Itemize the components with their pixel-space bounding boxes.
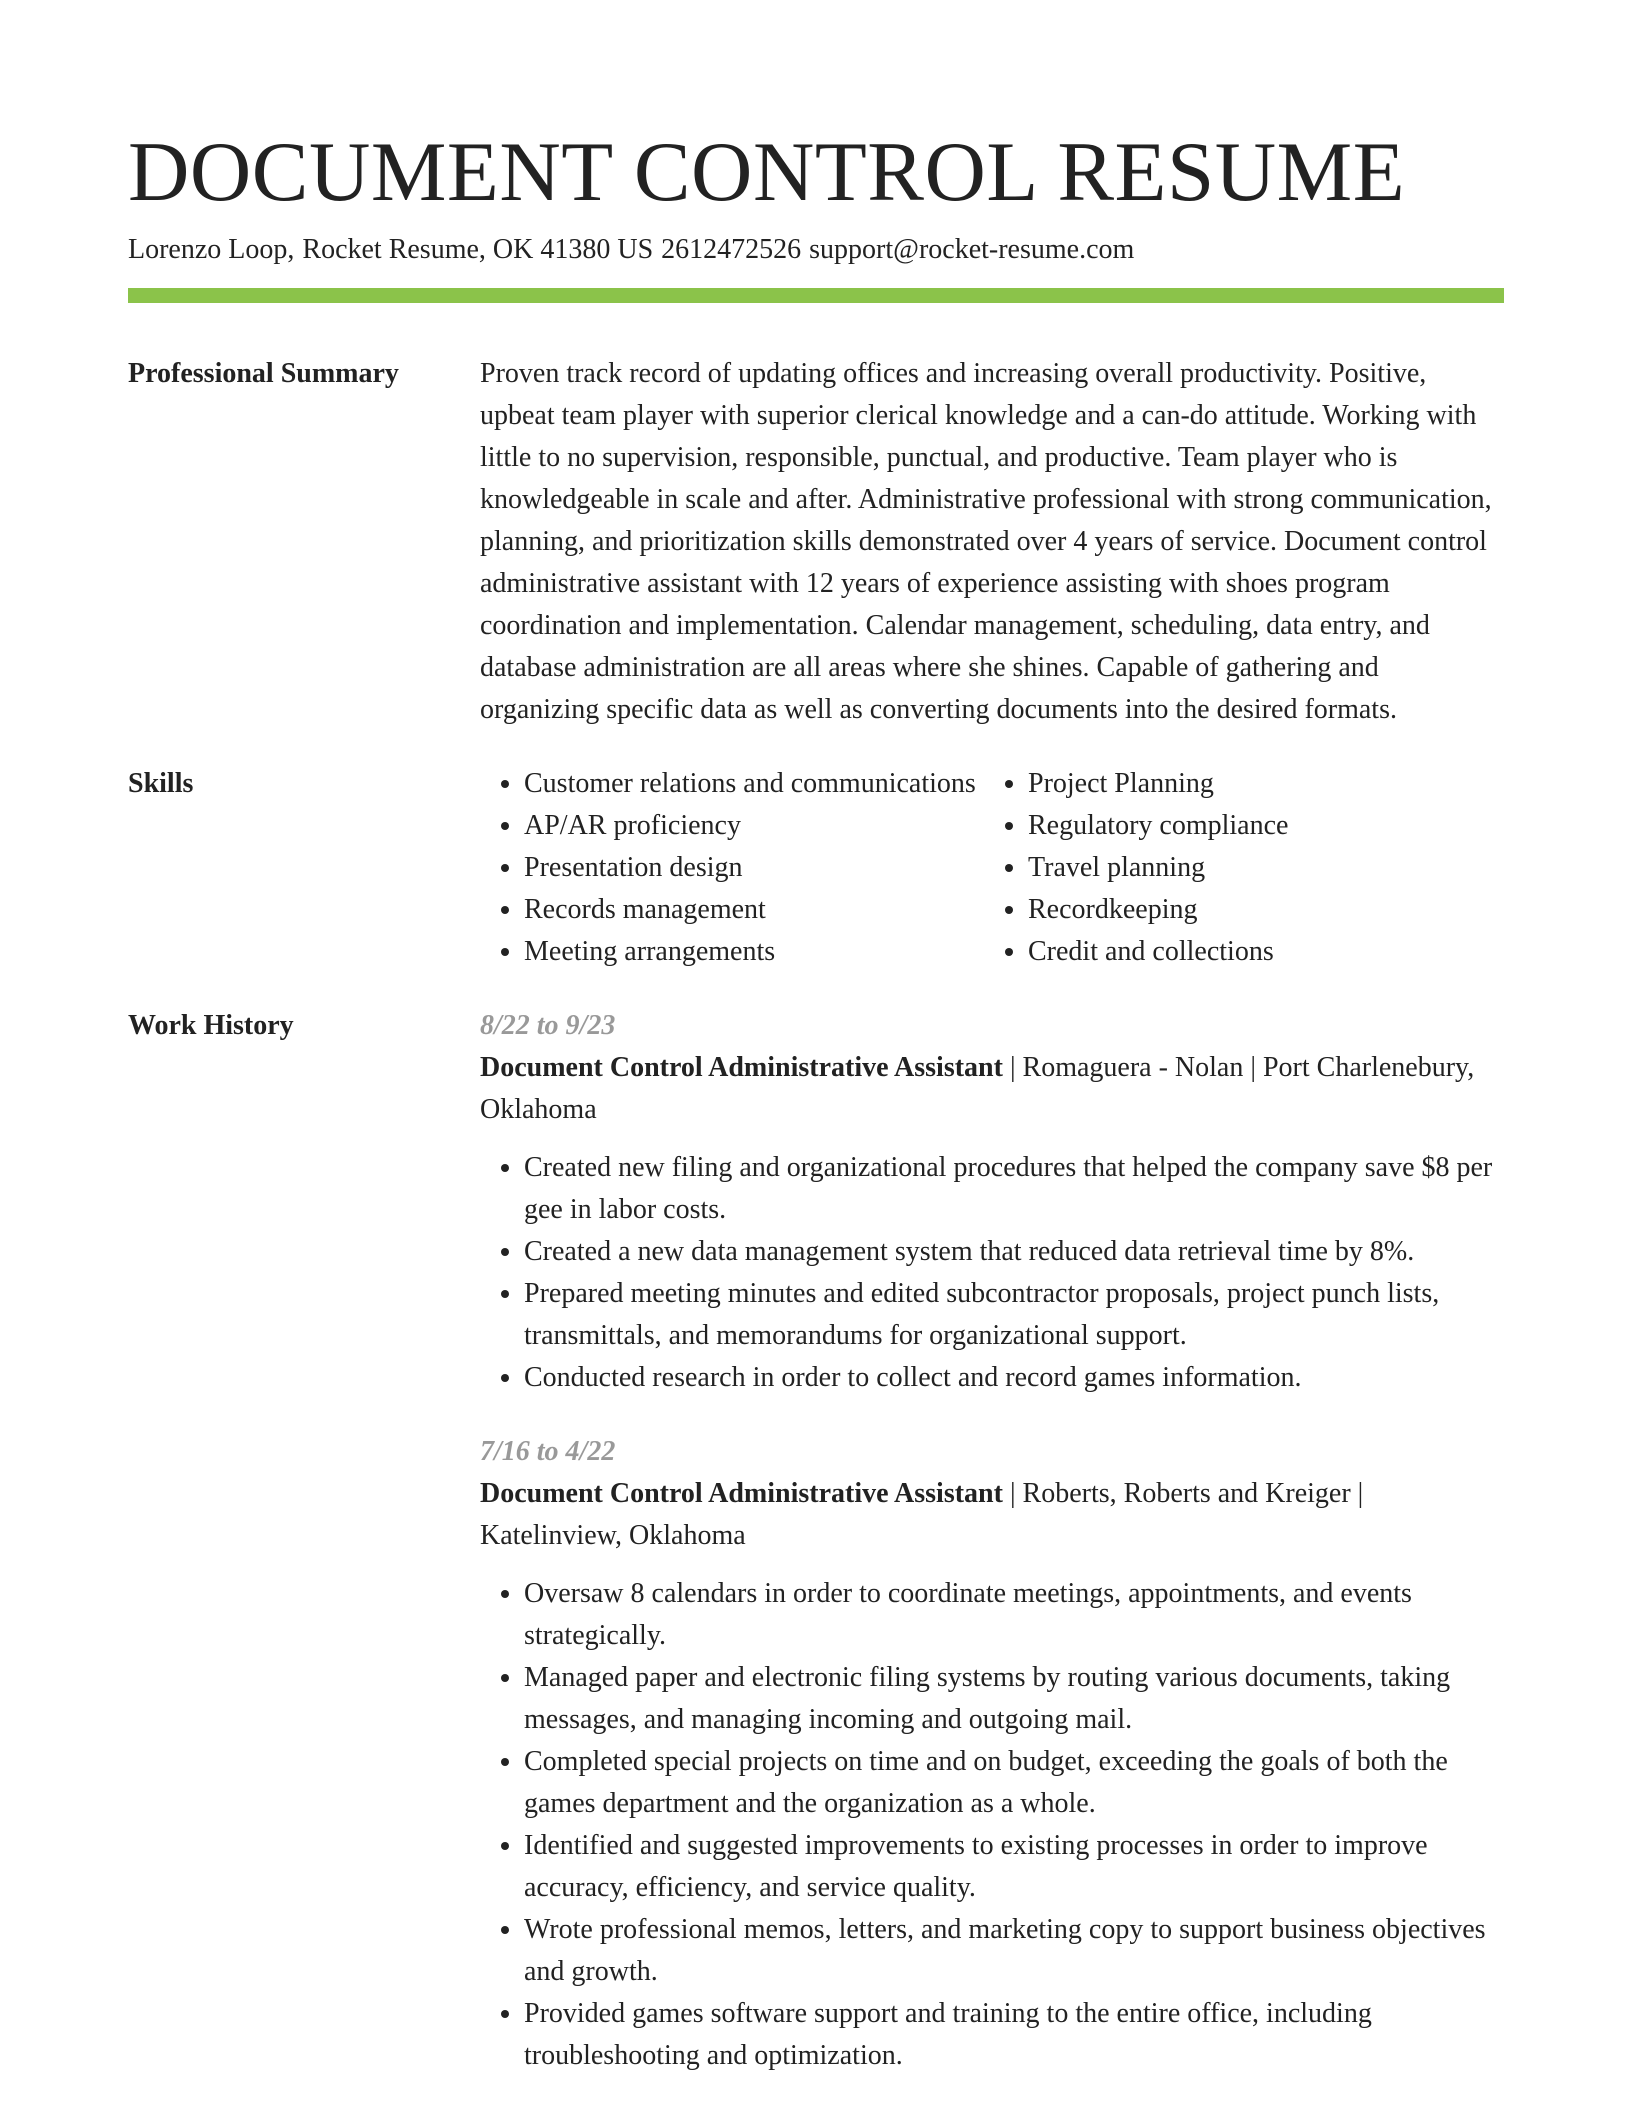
job-entry: [480, 1005, 1504, 1399]
job-bullet: • Completed special projects on time and on budget, exceeding the goals of both the games department and the organization as a whole.: [524, 1741, 1504, 1825]
accent-divider: [128, 288, 1504, 303]
job-bullet: • Managed paper and electronic filing systems by routing various documents, taking messages, and managing incoming and outgoing mail.: [524, 1657, 1504, 1741]
job-entry: [480, 1431, 1504, 2077]
job-details: | Romaguera - Nolan | Port Charlenebury, Oklahoma: [480, 1052, 1475, 1125]
skills-column-left: [480, 763, 984, 973]
skill-item: • Project Planning: [1028, 763, 1488, 805]
contact-line: [128, 232, 1504, 268]
job-bullet: • Prepared meeting minutes and edited subcontractor proposals, project punch lists, transmittals, and memorandums for organizational support.: [524, 1273, 1504, 1357]
resume-title: DOCUMENT CONTROL RESUME: [128, 125, 1406, 219]
skill-item: • Travel planning: [1028, 847, 1488, 889]
contact-location: Rocket Resume, OK 41380 US: [302, 234, 654, 265]
job-dates: 8/22 to 9/23: [480, 1010, 616, 1041]
skill-item: • AP/AR proficiency: [524, 805, 984, 847]
job-bullet: • Created a new data management system that reduced data retrieval time by 8%.: [524, 1231, 1504, 1273]
job-details: | Roberts, Roberts and Kreiger | Katelinview, Oklahoma: [480, 1478, 1364, 1551]
skill-item: • Presentation design: [524, 847, 984, 889]
work-history-body: [480, 1005, 1504, 2077]
job-heading: [480, 1047, 1504, 1131]
section-label-summary: Professional Summary: [128, 358, 399, 389]
section-label-work-history: Work History: [128, 1010, 294, 1041]
summary-text: Proven track record of updating offices and increasing overall productivity. Positive, upbeat team player with superior clerical knowledge and a can-do attitude. Working with little to no supervision, responsible, punctual, and productive. Team player who is knowledgeable in scale and after. Administrative professional with strong communication, planning, and prioritization skills demonstrated over 4 years of service. Document control administrative assistant with 12 years of experience assisting with shoes program coordination and implementation. Calendar management, scheduling, data entry, and database administration are all areas where she shines. Capable of gathering and organizing specific data as well as converting documents into the desired formats.: [480, 358, 1492, 725]
section-label-skills: Skills: [128, 768, 194, 799]
contact-phone: 2612472526: [661, 234, 802, 265]
skills-body: [480, 763, 1504, 973]
job-bullet: • Oversaw 8 calendars in order to coordinate meetings, appointments, and events strategically.: [524, 1573, 1504, 1657]
contact-email: support@rocket-resume.com: [809, 234, 1135, 265]
professional-summary-section: [128, 353, 1504, 731]
job-heading: [480, 1473, 1504, 1557]
job-bullet: • Created new filing and organizational procedures that helped the company save $8 per gee in labor costs.: [524, 1147, 1504, 1231]
work-history-section: [128, 1005, 1504, 2077]
skill-item: • Credit and collections: [1028, 931, 1488, 973]
skill-item: • Records management: [524, 889, 984, 931]
skills-section: [128, 763, 1504, 973]
contact-name: Lorenzo Loop,: [128, 234, 295, 265]
resume-page: [128, 0, 1504, 2077]
job-title: Document Control Administrative Assistant: [480, 1052, 1003, 1083]
skill-item: • Recordkeeping: [1028, 889, 1488, 931]
job-bullets: [480, 1573, 1504, 2077]
job-bullet: • Identified and suggested improvements to existing processes in order to improve accuracy, efficiency, and service quality.: [524, 1825, 1504, 1909]
skill-item: • Regulatory compliance: [1028, 805, 1488, 847]
job-title: Document Control Administrative Assistant: [480, 1478, 1003, 1509]
job-dates: 7/16 to 4/22: [480, 1436, 616, 1467]
skill-item: • Meeting arrangements: [524, 931, 984, 973]
skills-column-right: [984, 763, 1488, 973]
job-bullet: • Conducted research in order to collect and record games information.: [524, 1357, 1504, 1399]
job-bullet: • Provided games software support and training to the entire office, including troubleshooting and optimization.: [524, 1993, 1504, 2077]
skills-grid: [480, 763, 1504, 973]
summary-body: [480, 353, 1504, 731]
job-bullet: • Wrote professional memos, letters, and marketing copy to support business objectives and growth.: [524, 1909, 1504, 1993]
job-bullets: [480, 1147, 1504, 1399]
skill-item: • Customer relations and communications: [524, 763, 984, 805]
